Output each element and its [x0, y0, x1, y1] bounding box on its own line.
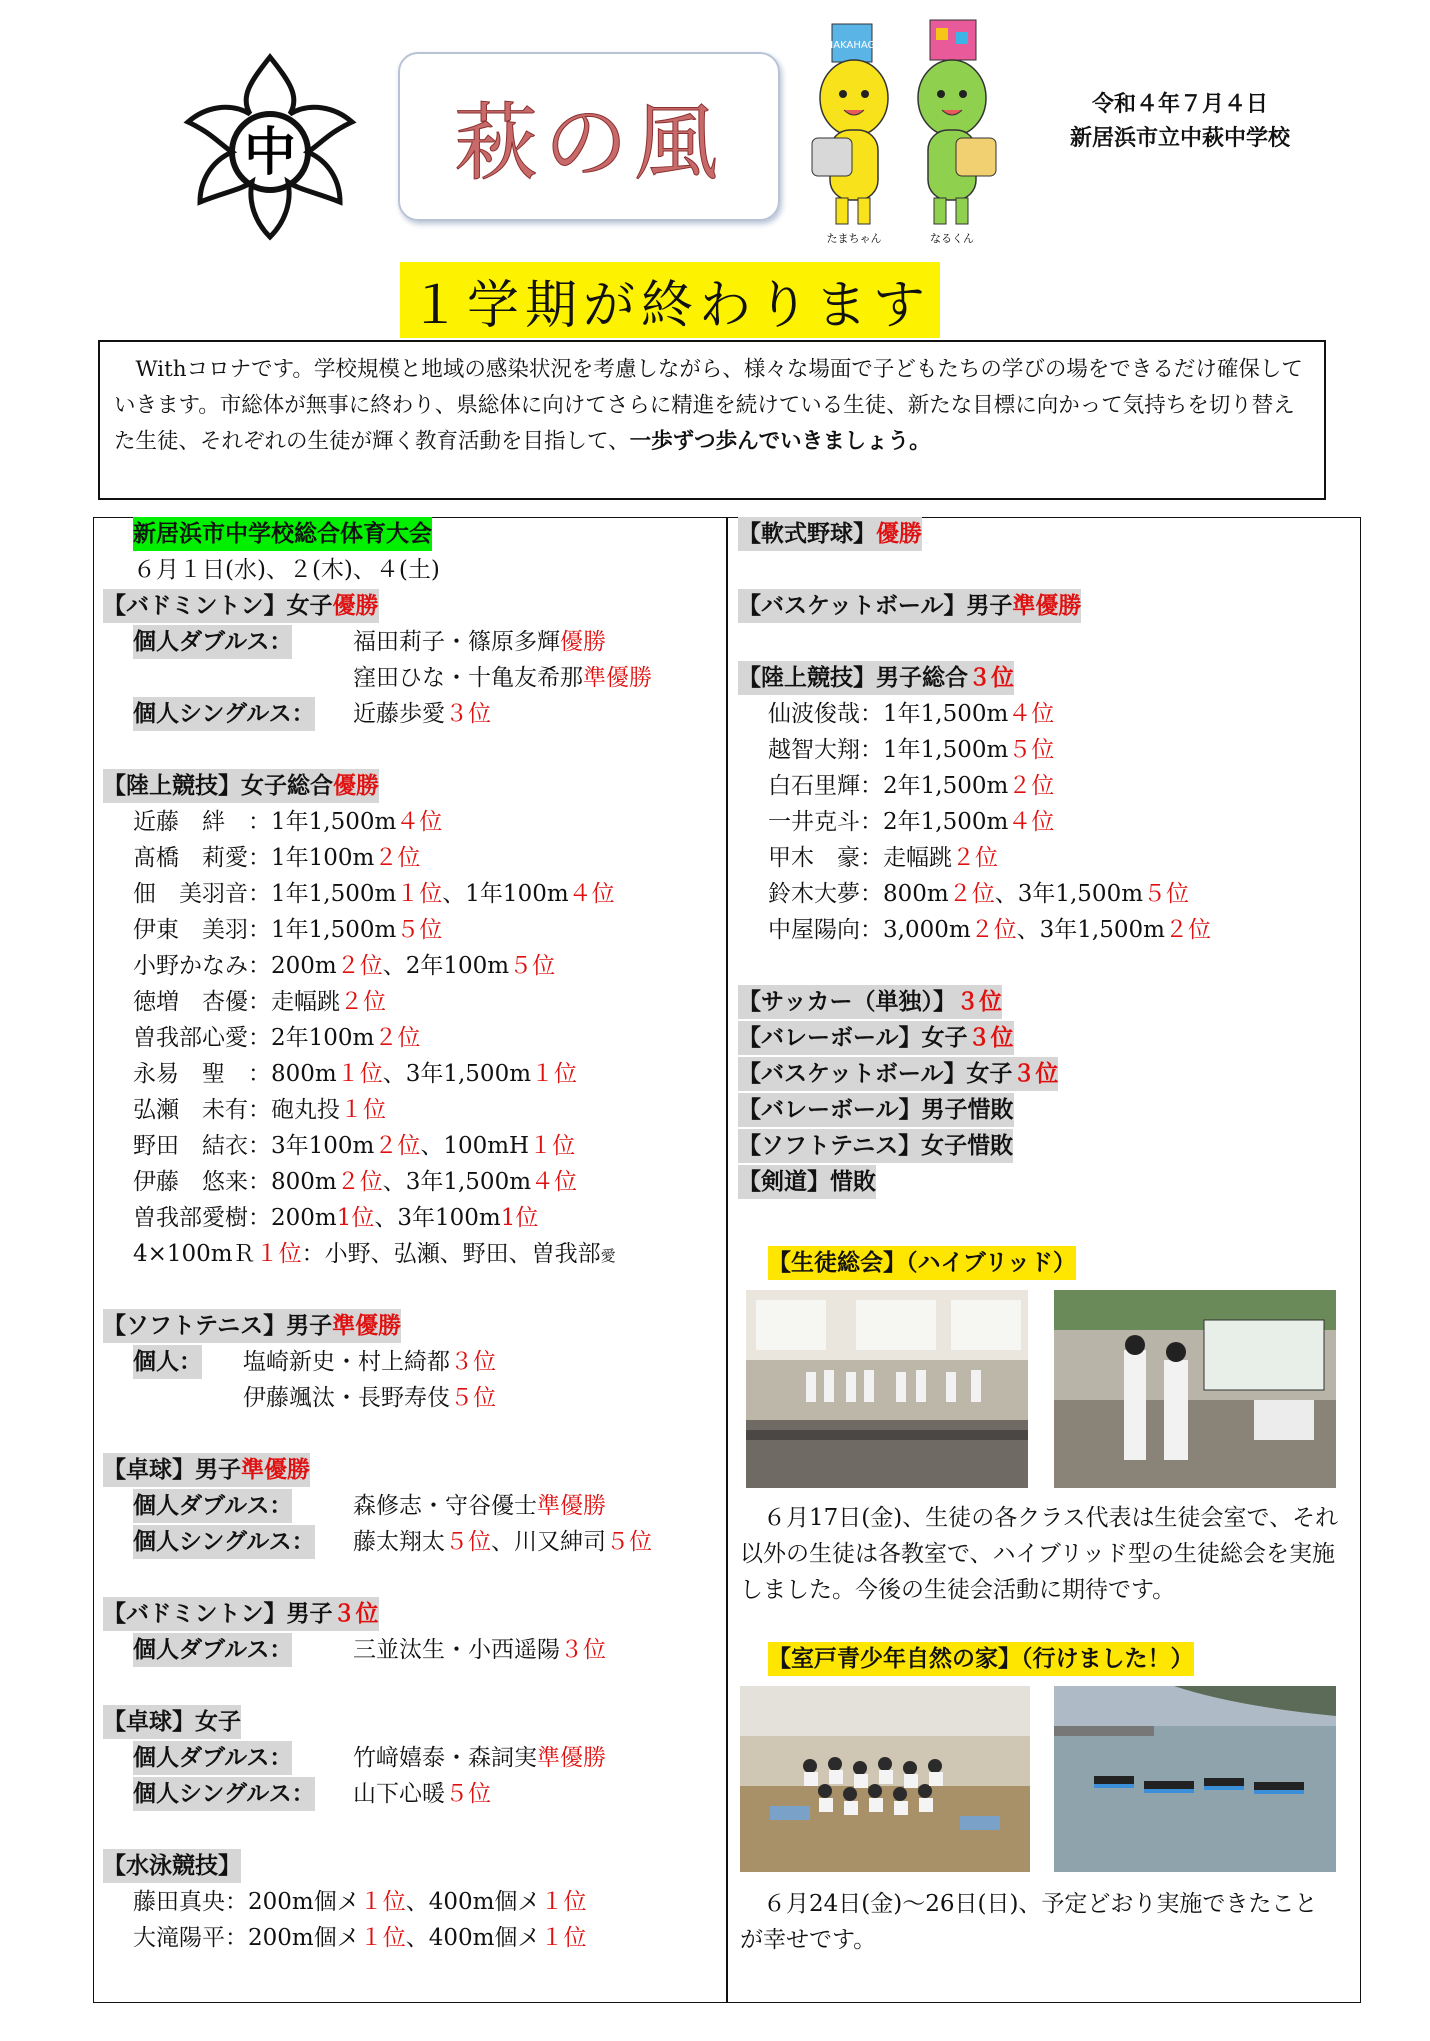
track-boys-row: 白石里輝：2年1,500m２位: [768, 773, 1055, 799]
track-boys-row: 鈴木大夢：800m２位、3年1,500m５位: [768, 881, 1190, 907]
svg-text:中: 中: [243, 123, 297, 183]
school-name: 新居浜市立中萩中学校: [1069, 126, 1290, 151]
track-boys-row: 甲木 豪：走幅跳２位: [768, 845, 998, 871]
track-girls-row: 曽我部心愛：2年100m２位: [133, 1025, 421, 1051]
tt-boys-doubles-label: 個人ダブルス：: [133, 1489, 292, 1523]
other-result-row: 【バレーボール】女子３位: [738, 1021, 1014, 1055]
other-result-row: 【バスケットボール】女子３位: [738, 1057, 1058, 1091]
tt-boys-singles: 藤太翔太５位、川又紳司５位: [353, 1529, 652, 1555]
badminton-girls-doubles-label: 個人ダブルス：: [133, 625, 292, 659]
mascot-illustration: [810, 18, 1000, 248]
track-girls-row: 曽我部愛樹：200m1位、3年100m1位: [133, 1205, 539, 1231]
svg-text:NAKAHAGI: NAKAHAGI: [825, 40, 879, 51]
badminton-girls-singles-1: 近藤歩愛３位: [353, 701, 491, 727]
swim-row: 藤田真央：200m個メ１位、400m個メ１位: [133, 1889, 587, 1915]
assembly-text: ６月17日(金)、生徒の各クラス代表は生徒会室で、それ以外の生徒は各教室で、ハイブリッド型の生徒総会を実施しました。今後の生徒会活動に期待です。: [740, 1505, 1339, 1603]
intro-emphasis: 一歩ずつ歩んでいきましょう。: [629, 429, 931, 454]
softtennis-boys-label: 個人：: [133, 1345, 202, 1379]
muroto-head: 【室戸青少年自然の家】（行けました！）: [768, 1642, 1194, 1676]
other-result-row: 【バレーボール】男子惜敗: [738, 1093, 1014, 1127]
muroto-photo-1: [740, 1686, 1030, 1872]
svg-text:なるくん: なるくん: [930, 232, 974, 245]
track-girls-row: 近藤 絆 ：1年1,500m４位: [133, 809, 443, 835]
baseball-head: 【軟式野球】優勝: [738, 517, 922, 551]
track-girls-row: 小野かなみ：200m２位、2年100m５位: [133, 953, 556, 979]
intro-box: [98, 340, 1326, 500]
other-result-row: 【サッカー（単独）】３位: [738, 985, 1002, 1019]
badminton-girls-doubles-2: 窪田ひな・十亀友希那準優勝: [353, 665, 652, 691]
other-result-row: 【剣道】惜敗: [738, 1165, 876, 1199]
track-boys-row: 中屋陽向：3,000m２位、3年1,500m２位: [768, 917, 1211, 943]
event-dates: ６月１日(水)、２(木)、４(土): [133, 557, 440, 583]
tt-girls-doubles-label: 個人ダブルス：: [133, 1741, 292, 1775]
track-girls-row: 髙橋 莉愛：1年100m２位: [133, 845, 421, 871]
track-boys-row: 一井克斗：2年1,500m４位: [768, 809, 1055, 835]
badminton-boys-doubles: 三並汰生・小西遥陽３位: [353, 1637, 606, 1663]
event-title: 新居浜市中学校総合体育大会: [133, 517, 432, 551]
tt-girls-singles-label: 個人シングルス：: [133, 1777, 315, 1811]
newsletter-title: 萩の風: [453, 94, 724, 192]
relay-row: 4×100mＲ１位：小野、弘瀬、野田、曽我部愛: [133, 1241, 616, 1267]
issue-date: 令和４年７月４日: [1091, 92, 1268, 117]
track-girls-row: 伊藤 悠来：800m２位、3年1,500m４位: [133, 1169, 578, 1195]
track-boys-row: 越智大翔：1年1,500m５位: [768, 737, 1055, 763]
intro-text: Withコロナです。学校規模と地域の感染状況を考慮しながら、様々な場面で子どもたちの学びの場をできるだけ確保していきます。市総体が無事に終わり、県総体に向けてさらに精進を続けている生徒、新たな目標に向かって気持ちを切り替えた生徒、それぞれの生徒が輝く教育活動を目指して、: [114, 357, 1303, 454]
track-boys-head: 【陸上競技】男子総合３位: [738, 661, 1014, 695]
assembly-photo-2: [1054, 1290, 1336, 1488]
badminton-boys-head: 【バドミントン】男子３位: [103, 1597, 379, 1631]
column-divider: [726, 517, 728, 2003]
newsletter-title-box: [398, 52, 780, 221]
swim-row: 大滝陽平：200m個メ１位、400m個メ１位: [133, 1925, 587, 1951]
tt-boys-doubles: 森修志・守谷優士準優勝: [353, 1493, 606, 1519]
svg-text:たまちゃん: たまちゃん: [826, 232, 882, 245]
track-girls-row: 徳増 杏優：走幅跳２位: [133, 989, 386, 1015]
badminton-girls-head: 【バドミントン】女子優勝: [103, 589, 379, 623]
tt-girls-singles: 山下心暖５位: [353, 1781, 491, 1807]
softtennis-boys-head: 【ソフトテニス】男子準優勝: [103, 1309, 401, 1343]
school-emblem: [180, 52, 360, 242]
track-girls-head: 【陸上競技】女子総合優勝: [103, 769, 379, 803]
tt-boys-singles-label: 個人シングルス：: [133, 1525, 315, 1559]
other-result-row: 【ソフトテニス】女子惜敗: [738, 1129, 1013, 1163]
assembly-photo-1: [746, 1290, 1028, 1488]
badminton-girls-singles-label: 個人シングルス：: [133, 697, 315, 731]
tt-boys-head: 【卓球】男子準優勝: [103, 1453, 310, 1487]
softtennis-boys-pair-2: 伊藤颯汰・長野寿伎５位: [243, 1385, 496, 1411]
issue-date-block: [1035, 88, 1325, 156]
badminton-girls-doubles-1: 福田莉子・篠原多輝優勝: [353, 629, 606, 655]
basket-boys-head: 【バスケットボール】男子準優勝: [738, 589, 1081, 623]
tt-girls-doubles: 竹﨑嬉泰・森詞実準優勝: [353, 1745, 606, 1771]
track-girls-row: 伊東 美羽：1年1,500m５位: [133, 917, 443, 943]
tt-girls-head: 【卓球】女子: [103, 1705, 241, 1739]
softtennis-boys-pair-1: 塩崎新史・村上綺都３位: [243, 1349, 496, 1375]
track-boys-row: 仙波俊哉：1年1,500m４位: [768, 701, 1055, 727]
assembly-head: 【生徒総会】（ハイブリッド）: [768, 1246, 1076, 1280]
swim-head: 【水泳競技】: [103, 1849, 241, 1883]
track-girls-row: 弘瀬 未有：砲丸投１位: [133, 1097, 386, 1123]
muroto-text: ６月24日(金)～26日(日)、予定どおり実施できたことが幸せです。: [740, 1891, 1318, 1953]
headline-banner: １学期が終わります: [400, 262, 940, 338]
muroto-photo-2: [1054, 1686, 1336, 1872]
track-girls-row: 佃 美羽音：1年1,500m１位、1年100m４位: [133, 881, 615, 907]
badminton-boys-doubles-label: 個人ダブルス：: [133, 1633, 292, 1667]
track-girls-row: 永易 聖 ：800m１位、3年1,500m１位: [133, 1061, 578, 1087]
track-girls-row: 野田 結衣：3年100m２位、100mH１位: [133, 1133, 576, 1159]
